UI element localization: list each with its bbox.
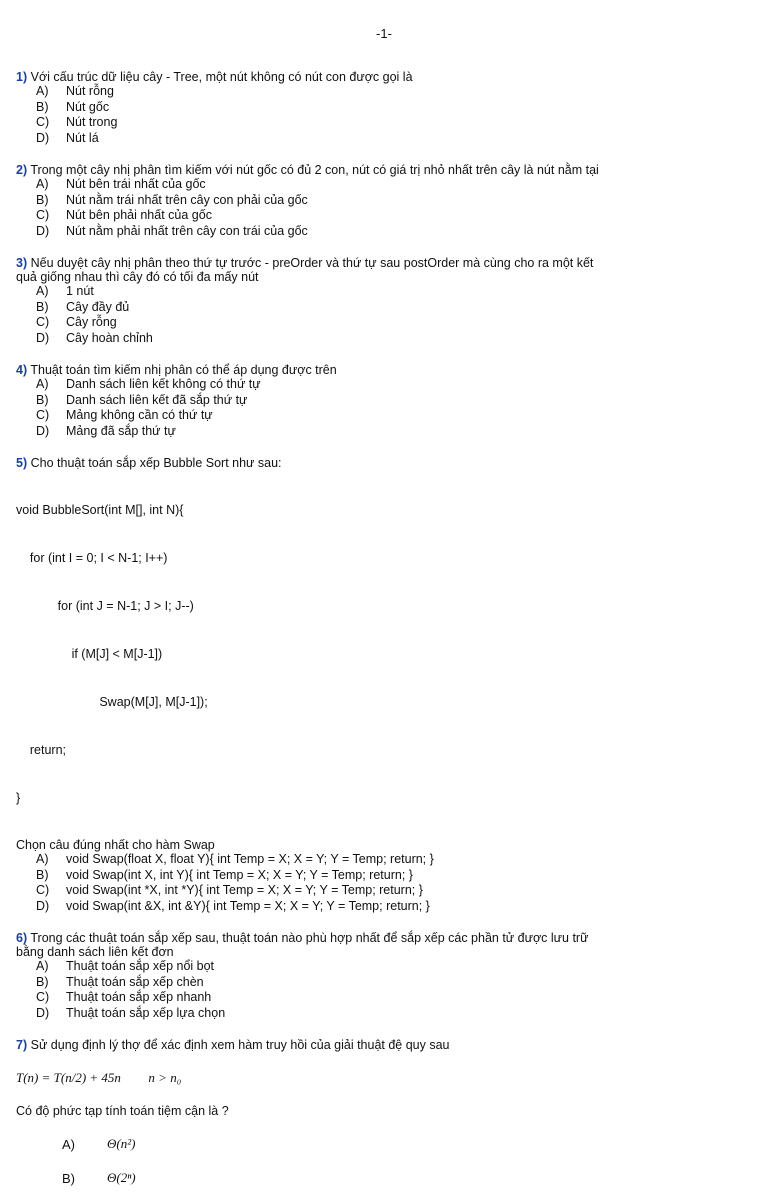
option-c: C) Nút bên phải nhất của gốc: [36, 208, 212, 222]
question-number: 1): [16, 70, 28, 84]
formula-condition: n > n₀: [148, 1070, 182, 1085]
question-text: Trong một cây nhị phân tìm kiếm với nút gốc có đủ 2 con, nút có giá trị nhỏ nhất trên cây là nút nằm tại: [30, 163, 599, 177]
option-d: D) Thuật toán sắp xếp lựa chọn: [36, 1005, 226, 1020]
code-line: return;: [16, 743, 67, 757]
question-1: [16, 70, 726, 146]
question-number: 2): [16, 163, 28, 177]
option-a: A) 1 nút: [36, 284, 94, 298]
code-line: for (int I = 0; I < N-1; I++): [16, 551, 168, 565]
option-c: C) Thuật toán sắp xếp nhanh: [36, 990, 212, 1004]
recurrence-formula: [16, 1070, 726, 1086]
question-3: [16, 256, 726, 346]
question-prompt: Chọn câu đúng nhất cho hàm Swap: [16, 838, 215, 852]
option-b: B) Θ(2ⁿ): [62, 1170, 136, 1186]
code-block: [16, 470, 726, 838]
question-5: [16, 456, 726, 914]
question-2: [16, 163, 726, 239]
option-b: B) Thuật toán sắp xếp chèn: [36, 974, 204, 989]
formula: T(n) = T(n/2) + 45n: [16, 1070, 121, 1085]
question-text: Cho thuật toán sắp xếp Bubble Sort như sau:: [30, 456, 282, 470]
question-number: 7): [16, 1038, 28, 1052]
option-d: D) void Swap(int &X, int &Y){ int Temp = X; X = Y; Y = Temp; return; }: [36, 898, 430, 913]
question-text: Với cấu trúc dữ liệu cây - Tree, một nút không có nút con được gọi là: [30, 70, 413, 84]
question-text: Thuật toán tìm kiếm nhị phân có thể áp dụng được trên: [30, 363, 337, 377]
option-d: D) Nút nằm phải nhất trên cây con trái của gốc: [36, 223, 308, 238]
option-a: A) void Swap(float X, float Y){ int Temp = X; X = Y; Y = Temp; return; }: [36, 852, 434, 866]
option-a: A) Danh sách liên kết không có thứ tự: [36, 377, 261, 391]
option-c: C) void Swap(int *X, int *Y){ int Temp = X; X = Y; Y = Temp; return; }: [36, 883, 423, 897]
option-a: A) Thuật toán sắp xếp nổi bọt: [36, 959, 215, 973]
question-number: 3): [16, 256, 28, 270]
code-line: }: [16, 791, 21, 805]
option-c: C) Cây rỗng: [36, 315, 117, 329]
option-b: B) Nút nằm trái nhất trên cây con phải của gốc: [36, 192, 308, 207]
option-d: D) Cây hoàn chỉnh: [36, 330, 153, 345]
code-line: if (M[J] < M[J-1]): [16, 647, 163, 661]
question-prompt: Có độ phức tạp tính toán tiệm cận là ?: [16, 1104, 229, 1118]
question-text: Sử dụng định lý thợ để xác định xem hàm truy hồi của giải thuật đệ quy sau: [30, 1038, 450, 1052]
option-b: B) Nút gốc: [36, 99, 110, 114]
code-line: for (int J = N-1; J > I; J--): [16, 599, 194, 613]
option-c: C) Nút trong: [36, 115, 118, 129]
option-a: A) Θ(n²): [62, 1136, 136, 1152]
option-b: B) Danh sách liên kết đã sắp thứ tự: [36, 392, 248, 407]
question-number: 6): [16, 931, 28, 945]
option-a: A) Nút rỗng: [36, 84, 114, 98]
question-number: 4): [16, 363, 28, 377]
question-text: Trong các thuật toán sắp xếp sau, thuật toán nào phù hợp nhất để sắp xếp các phần tử được lưu trữ: [30, 931, 589, 945]
question-text-continued: bằng danh sách liên kết đơn: [16, 945, 174, 959]
option-b: B) void Swap(int X, int Y){ int Temp = X; X = Y; Y = Temp; return; }: [36, 867, 413, 882]
option-d: D) Mảng đã sắp thứ tự: [36, 423, 176, 438]
question-7: [16, 1038, 726, 1186]
option-b: B) Cây đầy đủ: [36, 299, 130, 314]
code-line: Swap(M[J], M[J-1]);: [16, 695, 208, 709]
code-line: void BubbleSort(int M[], int N){: [16, 503, 184, 517]
question-6: [16, 931, 726, 1021]
question-list: [16, 70, 726, 1203]
page-number: -1-: [376, 26, 392, 41]
question-text-continued: quả giống nhau thì cây đó có tối đa mấy nút: [16, 270, 259, 284]
question-text: Nếu duyệt cây nhị phân theo thứ tự trước - preOrder và thứ tự sau postOrder mà cùng cho ra một kết: [30, 256, 594, 270]
question-number: 5): [16, 456, 28, 470]
option-c: C) Mảng không cần có thứ tự: [36, 408, 213, 422]
option-d: D) Nút lá: [36, 130, 99, 145]
question-4: [16, 363, 726, 439]
option-a: A) Nút bên trái nhất của gốc: [36, 177, 206, 191]
